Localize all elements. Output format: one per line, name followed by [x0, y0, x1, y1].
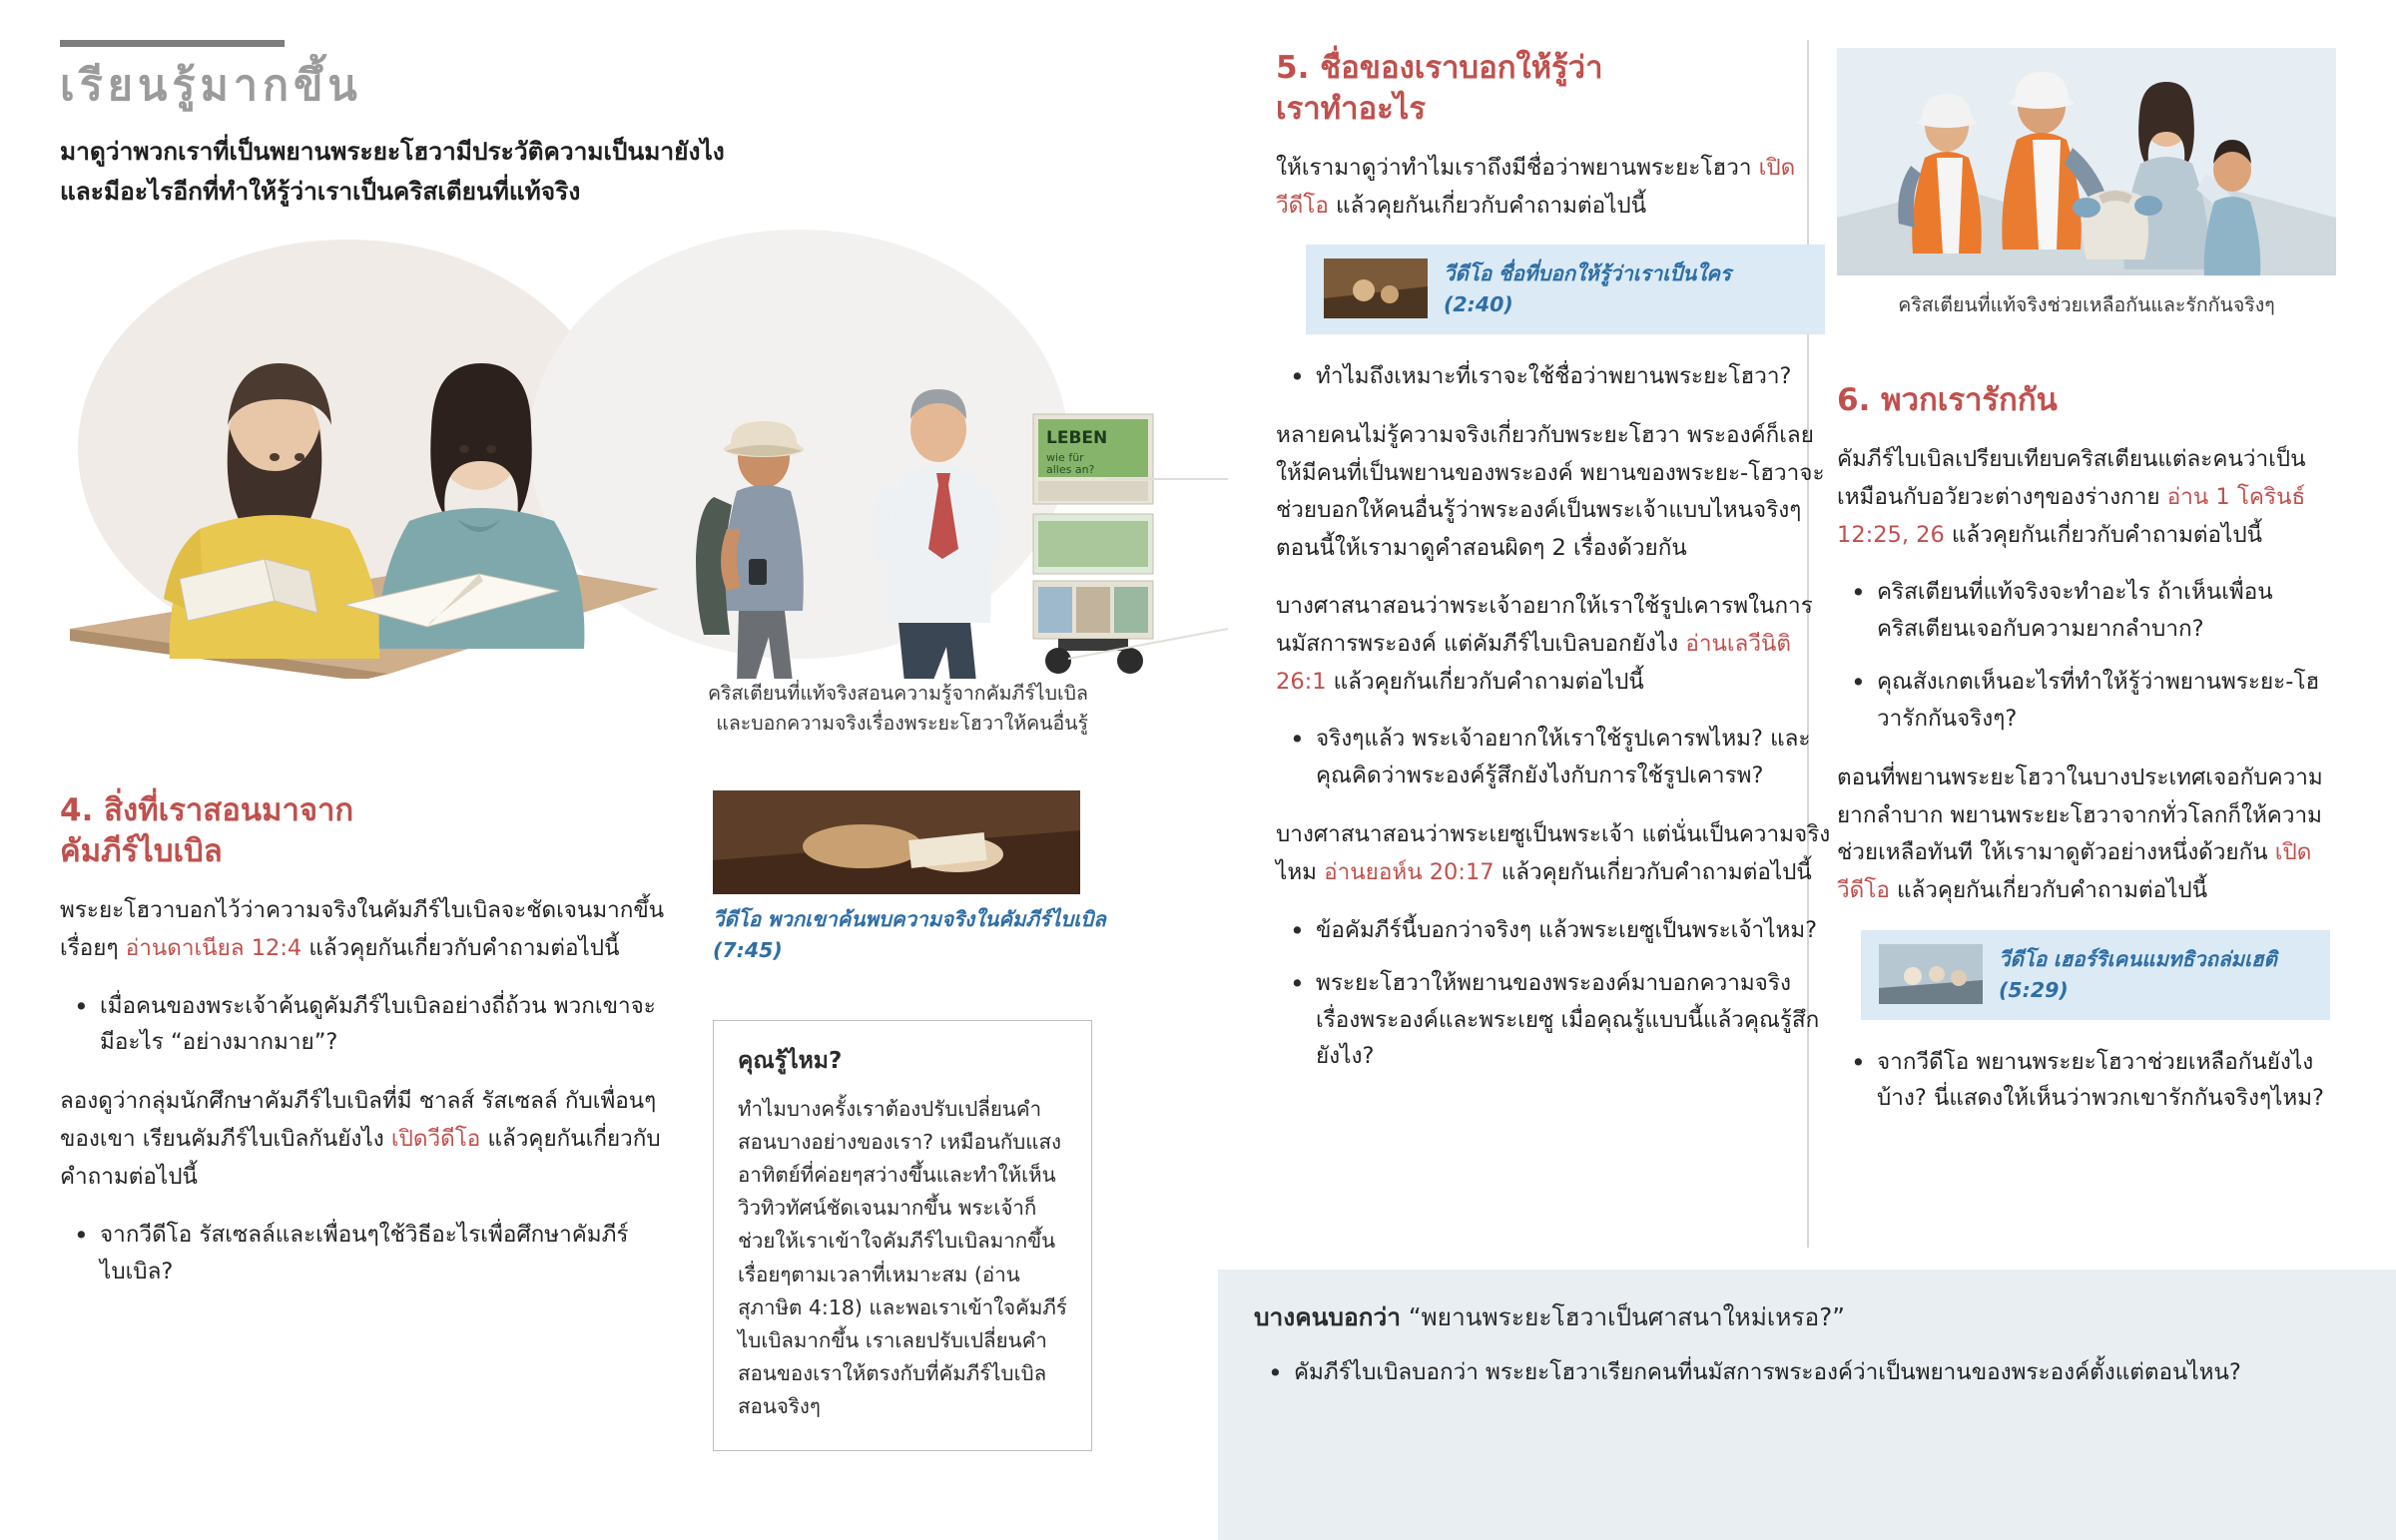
banner-quote: “พยานพระยะโฮวาเป็นศาสนาใหม่เหรอ?”	[1401, 1302, 1845, 1331]
s4-p2-a: ลองดูว่ากลุ่มนักศึกษาคัมภีร์ไบเบิลที่มี ชาลส์ รัสเซลล์ กับเพื่อนๆ ของเขา เรียนคัมภีร์ไบเบิลกันยังไง	[60, 1088, 657, 1153]
video-title: พวกเขาค้นพบความจริงในคัมภีร์ไบเบิล	[767, 907, 1106, 932]
video-duration: (2:40)	[1444, 292, 1513, 317]
title-rule	[60, 40, 285, 47]
thumbnail-art	[1324, 258, 1428, 318]
s4-p1-a: พระยะโฮวาบอกไว้ว่าความจริงในคัมภีร์ไบเบิลจะชัดเจนมากขึ้นเรื่อยๆ	[60, 896, 665, 961]
section-5-paragraph-2: หลายคนไม่รู้ความจริงเกี่ยวกับพระยะโฮวา พระองค์ก็เลยให้มีคนที่เป็นพยานของพระองค์ พยานของพระยะ-โฮวาจะช่วยบอกให้คนอื่นรู้ว่าพระองค์เป็นพระเจ้าแบบไหนจริงๆ ตอนนี้ให้เรามาดูคำสอนผิดๆ 2 เรื่องด้วยกัน	[1276, 421, 1825, 562]
video-label: วีดีโอ	[1999, 947, 2048, 972]
video-duration: (5:29)	[1999, 977, 2069, 1002]
list-item: • จากวีดีโอ พยานพระยะโฮวาช่วยเหลือกันยังไงบ้าง? นี่แสดงให้เห็นว่าพวกเขารักกันจริงๆไหม?	[1837, 1044, 2336, 1118]
list-item: • ข้อคัมภีร์นี้บอกว่าจริงๆ แล้วพระเยซูเป็นพระเจ้าไหม?	[1276, 912, 1835, 949]
section-4-title-line-2: คัมภีร์ไบเบิล	[60, 833, 223, 870]
did-you-know-heading: คุณรู้ไหม?	[738, 1047, 843, 1074]
scripture-link-leviticus[interactable]: อ่านเลวีนิติ 26:1	[1276, 630, 1791, 695]
section-4-bullets-2	[60, 1217, 667, 1290]
intro-line-1: มาดูว่าพวกเราที่เป็นพยานพระยะโฮวามีประวัติความเป็นมายังไง	[60, 137, 725, 167]
svg-text:LEBEN: LEBEN	[1046, 427, 1108, 448]
video-thumbnail[interactable]	[1324, 258, 1428, 318]
left-column	[60, 40, 1228, 1451]
section-4-title-line-1: 4. สิ่งที่เราสอนมาจาก	[60, 792, 354, 829]
section-4-heading	[60, 790, 667, 872]
section-5-bullets-3	[1276, 912, 1835, 1076]
s6-p1-a: คัมภีร์ไบเบิลเปรียบเทียบคริสเตียนแต่ละคนว่าเป็นเหมือนกับอวัยวะต่างๆของร่างกาย	[1837, 445, 2306, 510]
s5-p4-a: บางศาสนาสอนว่าพระเยซูเป็นพระเจ้า แต่นั่นเป็นความจริงไหม	[1276, 821, 1831, 885]
video-meta-1	[713, 904, 1132, 966]
svg-text:wie für: wie für	[1046, 450, 1084, 464]
video-label: วีดีโอ	[1444, 261, 1493, 286]
banner-bullets	[1254, 1354, 2360, 1391]
caption-line-2: และบอกความจริงเรื่องพระยะโฮวาให้คนอื่นรู้	[716, 711, 1088, 735]
did-you-know-box	[713, 1020, 1092, 1451]
s4-p1-b: แล้วคุยกันเกี่ยวกับคำถามต่อไปนี้	[301, 934, 620, 961]
some-people-say-banner	[1218, 1270, 2396, 1540]
s5-p1-b: แล้วคุยกันเกี่ยวกับคำถามต่อไปนี้	[1328, 192, 1647, 219]
thumbnail-art	[1879, 944, 1983, 1004]
right-column	[1837, 48, 2336, 1139]
intro-text	[60, 132, 1228, 211]
video-label: วีดีโอ	[713, 907, 762, 932]
video-card-2[interactable]	[1306, 245, 1825, 334]
caption-line-1: คริสเตียนที่แท้จริงสอนความรู้จากคัมภีร์ไบเบิล	[707, 681, 1088, 705]
video-meta-2	[1444, 258, 1731, 320]
video-title: เฮอร์ริเคนแมทธิวถล่มเฮติ	[2053, 947, 2277, 972]
list-item: • คุณสังเกตเห็นอะไรที่ทำให้รู้ว่าพยานพระยะ-โฮวารักกันจริงๆ?	[1837, 664, 2336, 738]
section-4-paragraph-1	[60, 892, 667, 968]
open-video-link-2[interactable]: เปิดวีดีโอ	[1276, 154, 1796, 219]
list-item: • เมื่อคนของพระเจ้าค้นดูคัมภีร์ไบเบิลอย่างถี่ถ้วน พวกเขาจะมีอะไร “อย่างมากมาย”?	[60, 988, 667, 1062]
illustration-svg	[1837, 48, 2336, 275]
section-4-sidebar	[713, 790, 1132, 1451]
section-4-row	[60, 790, 1228, 1451]
illustration-relief-work	[1837, 48, 2336, 275]
banner-lead: บางคนบอกว่า	[1254, 1302, 1402, 1331]
scripture-link-john[interactable]: อ่านยอห์น 20:17	[1324, 858, 1495, 885]
s5-p3-a: บางศาสนาสอนว่าพระเจ้าอยากให้เราใช้รูปเคารพในการนมัสการพระองค์ แต่คัมภีร์ไบเบิลบอกยังไง	[1276, 592, 1813, 657]
svg-text:alles an?: alles an?	[1046, 462, 1095, 476]
s5-p1-a: ให้เรามาดูว่าทำไมเราถึงมีชื่อว่าพยานพระยะโฮวา	[1276, 154, 1759, 181]
video-card-1[interactable]	[713, 790, 1132, 966]
banner-heading	[1254, 1299, 2360, 1336]
video-thumbnail[interactable]	[713, 790, 1080, 894]
section-6-bullets-2	[1837, 1044, 2336, 1118]
did-you-know-body: ทำไมบางครั้งเราต้องปรับเปลี่ยนคำสอนบางอย่างของเรา? เหมือนกับแสงอาทิตย์ที่ค่อยๆสว่างขึ้นและทำให้เห็นวิวทิวทัศน์ชัดเจนมากขึ้น พระเจ้าก็ช่วยให้เราเข้าใจคัมภีร์ไบเบิลมากขึ้นเรื่อยๆตามเวลาที่เหมาะสม (อ่านสุภาษิต 4:18) และพอเราเข้าใจคัมภีร์ไบเบิลมากขึ้น เราเลยปรับเปลี่ยนคำสอนของเราให้ตรงกับที่คัมภีร์ไบเบิลสอนจริงๆ	[738, 1096, 1067, 1419]
section-5-heading	[1276, 48, 1835, 130]
scripture-link-corinthians[interactable]: อ่าน 1 โครินธ์ 12:25, 26	[1837, 483, 2306, 548]
video-title: ชื่อที่บอกให้รู้ว่าเราเป็นใคร	[1498, 261, 1732, 286]
section-5-title-line-1: 5. ชื่อของเราบอกให้รู้ว่า	[1276, 50, 1603, 86]
thumbnail-art	[713, 790, 1080, 894]
s6-p2-b: แล้วคุยกันเกี่ยวกับคำถามต่อไปนี้	[1889, 877, 2208, 904]
s5-p4-b: แล้วคุยกันเกี่ยวกับคำถามต่อไปนี้	[1494, 858, 1812, 885]
list-item: • คริสเตียนที่แท้จริงจะทำอะไร ถ้าเห็นเพื่อนคริสเตียนเจอกับความยากลำบาก?	[1837, 574, 2336, 648]
list-item: • จากวีดีโอ รัสเซลล์และเพื่อนๆใช้วิธีอะไรเพื่อศึกษาคัมภีร์ไบเบิล?	[60, 1217, 667, 1290]
s6-p1-b: แล้วคุยกันเกี่ยวกับคำถามต่อไปนี้	[1944, 521, 2263, 548]
s4-p2-b: แล้วคุยกันเกี่ยวกับคำถามต่อไปนี้	[60, 1126, 661, 1190]
open-video-link-1[interactable]: เปิดวีดีโอ	[390, 1126, 481, 1153]
section-5-bullets-1	[1276, 358, 1835, 395]
illustration-svg	[60, 230, 1228, 679]
middle-column	[1276, 48, 1835, 1097]
illustration-bible-study	[60, 230, 1228, 679]
list-item: • จริงๆแล้ว พระเจ้าอยากให้เราใช้รูปเคารพไหม? และคุณคิดว่าพระองค์รู้สึกยังไงกับการใช้รูปเคารพ?	[1276, 721, 1835, 794]
section-5-title-line-2: เราทำอะไร	[1276, 90, 1427, 127]
s6-p2-a: ตอนที่พยานพระยะโฮวาในบางประเทศเจอกับความยากลำบาก พยานพระยะโฮวาจากทั่วโลกก็ให้ความช่วยเหลือทันที ให้เรามาดูตัวอย่างหนึ่งด้วยกัน	[1837, 764, 2323, 866]
section-5-bullets-2	[1276, 721, 1835, 794]
s5-p3-b: แล้วคุยกันเกี่ยวกับคำถามต่อไปนี้	[1326, 668, 1644, 695]
intro-line-2: และมีอะไรอีกที่ทำให้รู้ว่าเราเป็นคริสเตียนที่แท้จริง	[60, 176, 581, 206]
list-item: • ทำไมถึงเหมาะที่เราจะใช้ชื่อว่าพยานพระยะโฮวา?	[1276, 358, 1835, 395]
scripture-link-daniel[interactable]: อ่านดาเนียล 12:4	[125, 934, 302, 961]
section-6-heading: 6. พวกเรารักกัน	[1837, 382, 2058, 418]
section-6-paragraph-1	[1837, 441, 2336, 554]
section-5-paragraph-3	[1276, 588, 1835, 701]
list-item: • คัมภีร์ไบเบิลบอกว่า พระยะโฮวาเรียกคนที่นมัสการพระองค์ว่าเป็นพยานของพระองค์ตั้งแต่ตอนไหน?	[1254, 1354, 2360, 1391]
video-card-3[interactable]	[1861, 930, 2330, 1020]
video-duration: (7:45)	[713, 937, 783, 962]
section-4-text	[60, 790, 667, 1451]
list-item: • พระยะโฮวาให้พยานของพระองค์มาบอกความจริงเรื่องพระองค์และพระเยซู เมื่อคุณรู้แบบนี้แล้วคุณรู้สึกยังไง?	[1276, 965, 1835, 1076]
illustration-caption-right: คริสเตียนที่แท้จริงช่วยเหลือกันและรักกันจริงๆ	[1898, 293, 2275, 316]
video-thumbnail[interactable]	[1879, 944, 1983, 1004]
section-4-bullets-1	[60, 988, 667, 1062]
illustration-caption	[319, 679, 1088, 739]
open-video-link-3[interactable]: เปิดวีดีโอ	[1837, 839, 2312, 904]
page-title: เรียนรู้มากขึ้น	[60, 61, 362, 111]
section-6-paragraph-2	[1837, 760, 2336, 910]
section-4-paragraph-2	[60, 1083, 667, 1196]
section-5-paragraph-4	[1276, 816, 1835, 892]
section-6-bullets-1	[1837, 574, 2336, 738]
section-5-paragraph-1	[1276, 150, 1835, 226]
video-meta-3	[1999, 944, 2277, 1006]
